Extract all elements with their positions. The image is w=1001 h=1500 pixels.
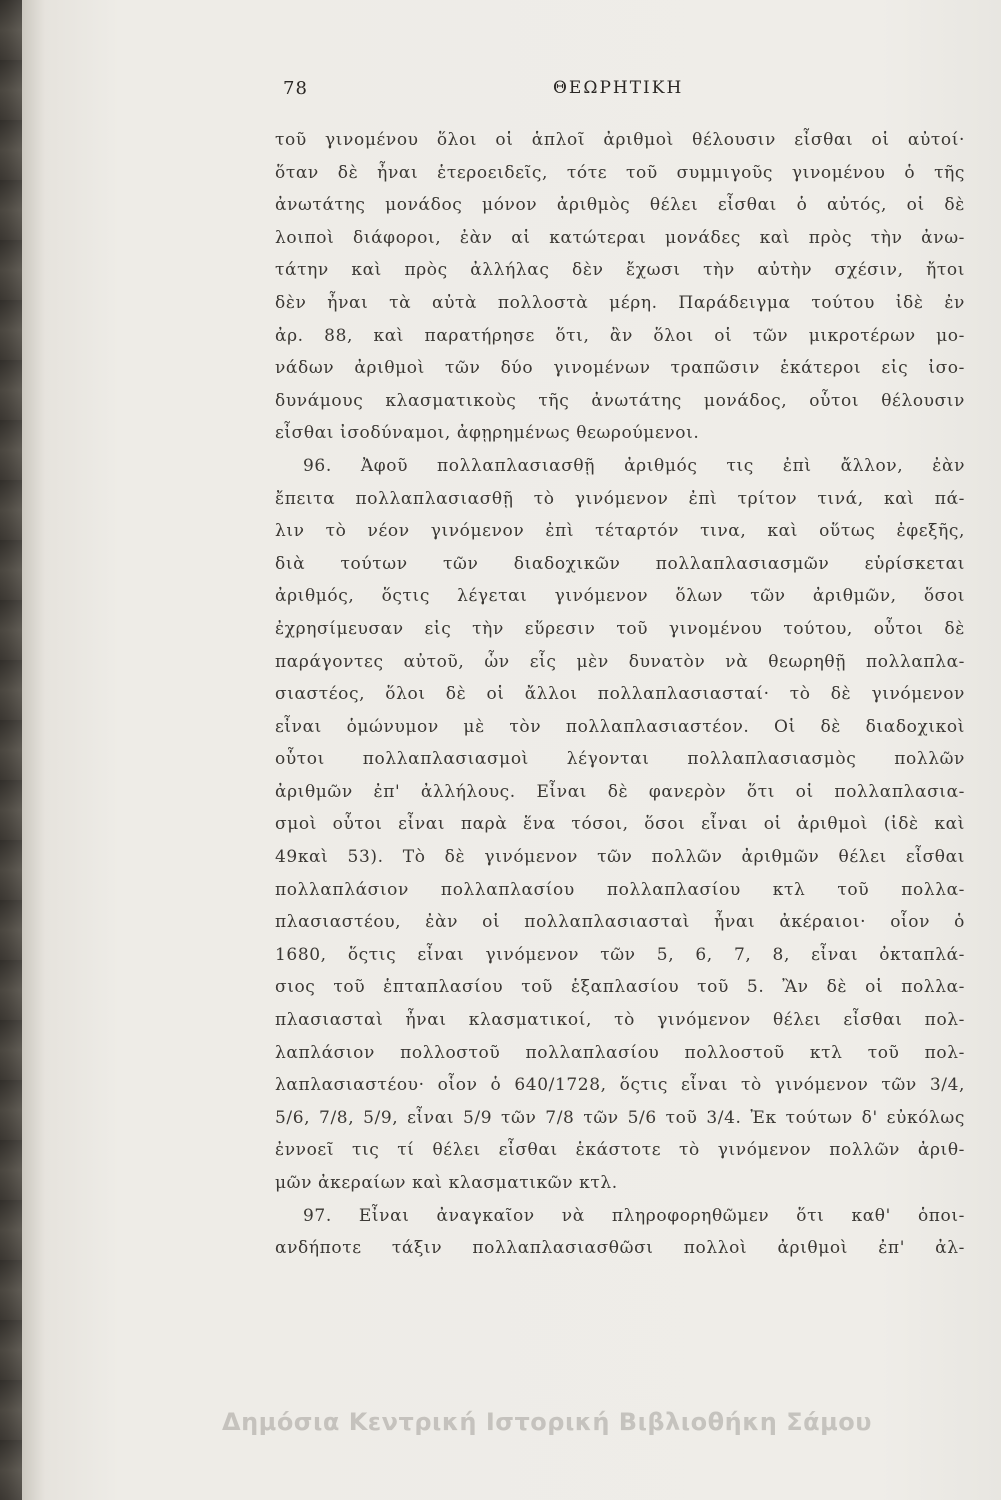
text-line: ἐννοεῖ τις τί θέλει εἶσθαι ἑκάστοτε τὸ γινόμενον πολλῶν ἀριθ-	[275, 1140, 965, 1161]
text-line: λιν τὸ νέον γινόμενον ἐπὶ τέταρτόν τινα, καὶ οὕτως ἐφεξῆς,	[275, 521, 965, 542]
text-line: νάδων ἀριθμοὶ τῶν δύο γινομένων τραπῶσιν ἑκάτεροι εἰς ἰσο-	[275, 358, 965, 379]
text-line: ἀριθμῶν ἐπ' ἀλλήλους. Εἶναι δὲ φανερὸν ὅτι οἱ πολλαπλασια-	[275, 781, 965, 802]
text-line: μῶν ἀκεραίων καὶ κλασματικῶν κτλ.	[275, 1173, 618, 1193]
text-line: σμοὶ οὗτοι εἶναι παρὰ ἕνα τόσοι, ὅσοι εἶναι οἱ ἀριθμοὶ (ἰδὲ καὶ	[275, 814, 965, 835]
text-line: τάτην καὶ πρὸς ἀλλήλας δὲν ἔχωσι τὴν αὐτὴν σχέσιν, ἤτοι	[275, 260, 965, 281]
text-line: ἀρ. 88, καὶ παρατήρησε ὅτι, ἂν ὅλοι οἱ τῶν μικροτέρων μο-	[275, 325, 965, 346]
text-line: ὅταν δὲ ἦναι ἑτεροειδεῖς, τότε τοῦ συμμιγοῦς γινομένου ὁ τῆς	[275, 162, 965, 183]
text-line: λοιποὶ διάφοροι, ἐὰν αἱ κατώτεραι μονάδες καὶ πρὸς τὴν ἀνω-	[275, 227, 965, 248]
text-line: διὰ τούτων τῶν διαδοχικῶν πολλαπλασιασμῶν εὑρίσκεται	[275, 553, 965, 574]
text-line: εἶσθαι ἰσοδύναμοι, ἀφῃρημένως θεωρούμενοι.	[275, 423, 700, 444]
text-line: πλασιαστέου, ἐὰν οἱ πολλαπλασιασταὶ ἦναι ἀκέραιοι· οἷον ὁ	[275, 912, 965, 933]
text-line: 97. Εἶναι ἀναγκαῖον νὰ πληροφορηθῶμεν ὅτι καθ' ὁποι-	[303, 1205, 965, 1226]
text-line: δυνάμους κλασματικοὺς τῆς ἀνωτάτης μονάδος, οὗτοι θέλουσιν	[275, 390, 965, 411]
text-line: οὗτοι πολλαπλασιασμοὶ λέγονται πολλαπλασιασμὸς πολλῶν	[275, 749, 965, 770]
running-title: ΘΕΩΡΗΤΙΚΗ	[553, 78, 684, 98]
text-line: πολλαπλάσιον πολλαπλασίου πολλαπλασίου κτλ τοῦ πολλα-	[275, 879, 965, 900]
text-line: ἐχρησίμευσαν εἰς τὴν εὕρεσιν τοῦ γινομένου τούτου, οὗτοι δὲ	[275, 618, 965, 639]
book-spine-edge	[0, 0, 22, 1500]
text-line: εἶναι ὁμώνυμον μὲ τὸν πολλαπλασιαστέον. Οἱ δὲ διαδοχικοὶ	[275, 716, 965, 737]
text-line: ἀνωτάτης μονάδος μόνον ἀριθμὸς θέλει εἶσθαι ὁ αὐτός, οἱ δὲ	[275, 195, 965, 216]
page-number: 78	[283, 78, 308, 99]
text-line: σιαστέος, ὅλοι δὲ οἱ ἄλλοι πολλαπλασιασταί· τὸ δὲ γινόμενον	[275, 684, 965, 705]
text-line: δὲν ἦναι τὰ αὐτὰ πολλοστὰ μέρη. Παράδειγμα τούτου ἰδὲ ἐν	[275, 292, 965, 313]
text-line: σιος τοῦ ἑπταπλασίου τοῦ ἑξαπλασίου τοῦ 5. Ἂν δὲ οἱ πολλα-	[275, 977, 965, 998]
text-line: 96. Ἀφοῦ πολλαπλασιασθῇ ἀριθμός τις ἐπὶ ἄλλον, ἐὰν	[303, 455, 965, 476]
text-line: 49καὶ 53). Τὸ δὲ γινόμενον τῶν πολλῶν ἀριθμῶν θέλει εἶσθαι	[275, 847, 965, 868]
text-line: λαπλασιαστέου· οἷον ὁ 640/1728, ὅςτις εἶναι τὸ γινόμενον τῶν 3/4,	[275, 1075, 965, 1096]
text-line: παράγοντες αὐτοῦ, ὧν εἷς μὲν δυνατὸν νὰ θεωρηθῇ πολλαπλα-	[275, 651, 965, 672]
text-line: ἀριθμός, ὅςτις λέγεται γινόμενον ὅλων τῶν ἀριθμῶν, ὅσοι	[275, 586, 965, 607]
text-line: ἔπειτα πολλαπλασιασθῇ τὸ γινόμενον ἐπὶ τρίτον τινά, καὶ πά-	[275, 488, 965, 509]
text-line: 1680, ὅςτις εἶναι γινόμενον τῶν 5, 6, 7, 8, εἶναι ὀκταπλά-	[275, 944, 965, 965]
library-watermark: Δημόσια Κεντρική Ιστορική Βιβλιοθήκη Σάμου	[222, 1408, 872, 1436]
text-line: τοῦ γινομένου ὅλοι οἱ ἁπλοῖ ἀριθμοὶ θέλουσιν εἶσθαι οἱ αὐτοί·	[275, 130, 965, 150]
text-line: 5/6, 7/8, 5/9, εἶναι 5/9 τῶν 7/8 τῶν 5/6 τοῦ 3/4. Ἐκ τούτων δ' εὐκόλως	[275, 1107, 965, 1128]
text-line: ανδήποτε τάξιν πολλαπλασιασθῶσι πολλοὶ ἀριθμοὶ ἐπ' ἀλ-	[275, 1238, 965, 1259]
body-text	[275, 124, 965, 1265]
page-header	[283, 78, 683, 108]
text-line: λαπλάσιον πολλοστοῦ πολλαπλασίου πολλοστοῦ κτλ τοῦ πολ-	[275, 1042, 965, 1063]
text-line: πλασιασταὶ ἦναι κλασματικοί, τὸ γινόμενον θέλει εἶσθαι πολ-	[275, 1010, 965, 1031]
